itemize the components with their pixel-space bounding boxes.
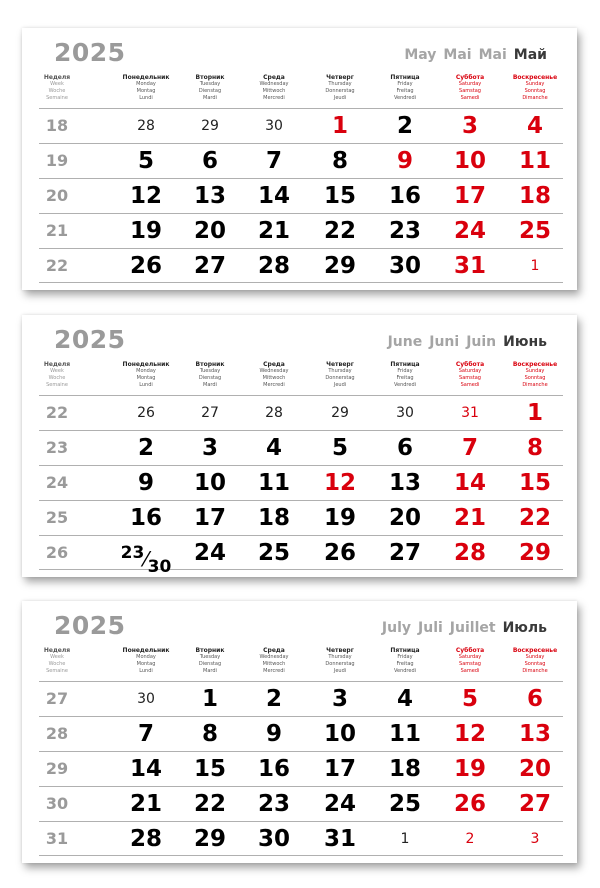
day-cell[interactable]: 9: [265, 721, 282, 747]
month-card-july: [22, 601, 577, 863]
weekday-name-ru: Среда: [263, 74, 285, 81]
weekday-name-ru: Воскресенье: [512, 647, 558, 654]
weekday-header: [500, 647, 570, 675]
day-cell[interactable]: 30: [265, 118, 283, 134]
day-cell[interactable]: 3: [530, 831, 540, 847]
day-cell[interactable]: 6: [201, 148, 218, 174]
weekday-name-ru: Четверг: [326, 74, 354, 81]
day-cell[interactable]: 10: [193, 470, 226, 496]
weekday-name-en: Wednesday: [259, 654, 289, 660]
weekday-name-de: Mittwoch: [262, 88, 286, 94]
day-cell[interactable]: 17: [453, 183, 486, 209]
weekday-name-ru: Понедельник: [122, 74, 170, 81]
day-cell[interactable]: 14: [257, 183, 290, 209]
weekday-name-en: Saturday: [458, 81, 482, 87]
weekday-name-ru: Суббота: [455, 74, 485, 81]
day-cell[interactable]: 22: [323, 218, 356, 244]
week-number: 25: [45, 508, 69, 527]
weekday-header-row: [39, 74, 563, 106]
week-number-header: [39, 74, 75, 102]
weekday-header: [370, 74, 440, 102]
month-name: May: [404, 47, 437, 63]
weekday-name-de: Dienstag: [198, 375, 222, 381]
weekday-name-ru: Четверг: [326, 647, 354, 654]
month-name: Май: [513, 47, 547, 63]
weekday-header-row: [39, 361, 563, 393]
day-cell[interactable]: 17: [323, 756, 356, 782]
day-cell[interactable]: 16: [129, 505, 162, 531]
day-cell[interactable]: 29: [201, 118, 219, 134]
weekday-name-en: Sunday: [525, 81, 545, 87]
week-number-header: [39, 361, 75, 389]
weekday-name-en: Friday: [397, 81, 413, 87]
weekday-name-ru: Понедельник: [122, 361, 170, 368]
weekday-name-en: Monday: [136, 81, 156, 87]
day-number: 23: [120, 543, 145, 563]
week-number: 24: [45, 473, 69, 492]
day-cell[interactable]: 28: [265, 405, 283, 421]
day-cell[interactable]: 30: [137, 691, 155, 707]
day-cell[interactable]: 19: [129, 218, 162, 244]
weekday-name-de: Donnerstag: [325, 375, 355, 381]
weekday-name-ru: Среда: [263, 647, 285, 654]
weekday-name-de: Montag: [136, 375, 156, 381]
weekday-name-de: Donnerstag: [325, 88, 355, 94]
weekday-header: [111, 647, 181, 675]
month-name: Juli: [418, 620, 443, 636]
weekday-header: [370, 647, 440, 675]
day-cell[interactable]: 29: [518, 540, 551, 566]
day-cell[interactable]: 1: [526, 400, 543, 426]
day-cell[interactable]: 24: [453, 218, 486, 244]
day-cell[interactable]: 11: [388, 721, 421, 747]
weekday-name-fr: Mardi: [203, 95, 217, 101]
weekday-name-de: Dienstag: [198, 661, 222, 667]
day-cell[interactable]: 12: [129, 183, 162, 209]
day-cell[interactable]: 7: [137, 721, 154, 747]
weekday-header: [111, 361, 181, 389]
weekday-name-en: Tuesday: [199, 368, 221, 374]
weekday-name-de: Mittwoch: [262, 661, 286, 667]
weekday-name-de: Montag: [136, 661, 156, 667]
weekday-name-fr: Dimanche: [522, 95, 548, 101]
week-number: 23: [45, 438, 69, 457]
day-cell[interactable]: 6: [526, 686, 543, 712]
week-row: [39, 786, 563, 821]
calendar-grid: [39, 681, 563, 856]
day-cell[interactable]: 13: [518, 721, 551, 747]
weekday-name-en: Thursday: [328, 654, 352, 660]
month-name: Июль: [502, 620, 547, 636]
week-number: 19: [45, 151, 69, 170]
weekday-name-en: Week: [50, 81, 64, 87]
weekday-name-de: Mittwoch: [262, 375, 286, 381]
weekday-name-en: Tuesday: [199, 654, 221, 660]
day-cell[interactable]: 20: [518, 756, 551, 782]
day-cell[interactable]: 22: [518, 505, 551, 531]
weekday-header: [500, 74, 570, 102]
weekday-name-fr: Dimanche: [522, 668, 548, 674]
weekday-name-en: Friday: [397, 368, 413, 374]
weekday-header: [175, 361, 245, 389]
day-cell[interactable]: 5: [137, 148, 154, 174]
day-cell[interactable]: 26: [323, 540, 356, 566]
day-cell[interactable]: 28: [453, 540, 486, 566]
weekday-header: [500, 361, 570, 389]
day-cell[interactable]: 25: [518, 218, 551, 244]
week-row: [39, 213, 563, 248]
weekday-name-fr: Lundi: [139, 95, 153, 101]
day-cell[interactable]: 30: [257, 826, 290, 852]
day-cell[interactable]: 10: [453, 148, 486, 174]
weekday-name-en: Sunday: [525, 368, 545, 374]
weekday-name-fr: Mardi: [203, 382, 217, 388]
month-name: June: [387, 334, 423, 350]
day-cell[interactable]: 30: [396, 405, 414, 421]
weekday-name-fr: Semaine: [46, 382, 68, 388]
weekday-name-de: Woche: [48, 88, 66, 94]
month-name: Mai: [478, 47, 507, 63]
day-cell[interactable]: 25: [388, 791, 421, 817]
week-number: 21: [45, 221, 69, 240]
day-cell[interactable]: 4: [526, 113, 543, 139]
weekday-name-fr: Lundi: [139, 668, 153, 674]
weekday-name-fr: Jeudi: [333, 668, 347, 674]
weekday-name-fr: Jeudi: [333, 95, 347, 101]
day-cell[interactable]: [111, 536, 181, 577]
day-cell[interactable]: 25: [257, 540, 290, 566]
day-cell[interactable]: 1: [331, 113, 348, 139]
day-cell[interactable]: 21: [453, 505, 486, 531]
day-cell[interactable]: 8: [526, 435, 543, 461]
week-number: 27: [45, 689, 69, 708]
week-row: [39, 535, 563, 577]
weekday-name-de: Donnerstag: [325, 661, 355, 667]
weekday-header: [435, 74, 505, 102]
weekday-name-fr: Lundi: [139, 382, 153, 388]
month-name: Июнь: [503, 334, 547, 350]
day-cell[interactable]: 27: [201, 405, 219, 421]
day-cell[interactable]: 3: [461, 113, 478, 139]
weekday-name-fr: Vendredi: [393, 668, 417, 674]
month-card-may: [22, 28, 577, 290]
week-number: 28: [45, 724, 69, 743]
week-row: [39, 716, 563, 751]
day-cell[interactable]: 23: [257, 791, 290, 817]
week-number: 30: [45, 794, 69, 813]
day-cell[interactable]: 1: [201, 686, 218, 712]
day-cell[interactable]: 18: [257, 505, 290, 531]
weekday-header: [111, 74, 181, 102]
weekday-header: [239, 361, 309, 389]
weekday-name-de: Samstag: [459, 375, 481, 381]
day-cell[interactable]: 14: [453, 470, 486, 496]
weekday-name-de: Montag: [136, 88, 156, 94]
day-cell[interactable]: 11: [257, 470, 290, 496]
weekday-name-ru: Неделя: [43, 361, 71, 368]
weekday-name-ru: Вторник: [195, 647, 225, 654]
weekday-name-fr: Samedi: [460, 95, 480, 101]
day-cell[interactable]: 27: [518, 791, 551, 817]
month-name: Juin: [466, 334, 497, 350]
fraction-slash: ⁄: [144, 547, 148, 571]
day-cell[interactable]: 31: [323, 826, 356, 852]
weekday-name-en: Saturday: [458, 368, 482, 374]
day-cell[interactable]: 18: [518, 183, 551, 209]
week-row: [39, 465, 563, 500]
day-cell[interactable]: 20: [193, 218, 226, 244]
weekday-name-de: Freitag: [396, 661, 414, 667]
day-cell[interactable]: 31: [453, 253, 486, 279]
month-name: Juillet: [449, 620, 496, 636]
day-cell[interactable]: 20: [388, 505, 421, 531]
weekday-name-fr: Vendredi: [393, 382, 417, 388]
weekday-header: [435, 647, 505, 675]
weekday-name-de: Woche: [48, 375, 66, 381]
day-cell[interactable]: 28: [129, 826, 162, 852]
week-number: 31: [45, 829, 69, 848]
week-row: [39, 248, 563, 283]
weekday-name-ru: Пятница: [390, 647, 420, 654]
week-row: [39, 430, 563, 465]
weekday-name-en: Tuesday: [199, 81, 221, 87]
month-names: [381, 334, 547, 350]
day-cell[interactable]: 2: [465, 831, 475, 847]
day-cell[interactable]: 1: [530, 258, 540, 274]
day-cell[interactable]: 9: [396, 148, 413, 174]
day-cell[interactable]: 16: [257, 756, 290, 782]
weekday-name-ru: Неделя: [43, 647, 71, 654]
day-cell[interactable]: 2: [396, 113, 413, 139]
day-cell[interactable]: 13: [193, 183, 226, 209]
weekday-name-fr: Semaine: [46, 668, 68, 674]
week-row: [39, 395, 563, 430]
weekday-name-de: Samstag: [459, 88, 481, 94]
day-cell[interactable]: 28: [257, 253, 290, 279]
week-number: 26: [45, 543, 69, 562]
weekday-name-ru: Понедельник: [122, 647, 170, 654]
day-cell[interactable]: 22: [193, 791, 226, 817]
day-cell[interactable]: 3: [331, 686, 348, 712]
month-names: [375, 620, 547, 636]
week-row: [39, 821, 563, 856]
weekday-name-fr: Mercredi: [263, 668, 285, 674]
calendar-grid: [39, 395, 563, 577]
day-cell[interactable]: 29: [323, 253, 356, 279]
day-cell[interactable]: 27: [388, 540, 421, 566]
day-cell[interactable]: 24: [193, 540, 226, 566]
weekday-name-fr: Mercredi: [263, 382, 285, 388]
week-row: [39, 108, 563, 143]
weekday-name-ru: Неделя: [43, 74, 71, 81]
weekday-name-de: Freitag: [396, 88, 414, 94]
weekday-name-de: Sonntag: [524, 88, 546, 94]
month-name: July: [381, 620, 412, 636]
day-cell[interactable]: 19: [453, 756, 486, 782]
day-cell[interactable]: 7: [265, 148, 282, 174]
weekday-name-ru: Воскресенье: [512, 74, 558, 81]
month-name: Juni: [429, 334, 460, 350]
weekday-name-de: Woche: [48, 661, 66, 667]
weekday-name-ru: Пятница: [390, 361, 420, 368]
weekday-name-en: Wednesday: [259, 368, 289, 374]
day-cell[interactable]: 12: [323, 470, 356, 496]
day-cell[interactable]: 30: [388, 253, 421, 279]
month-card-june: [22, 315, 577, 577]
day-cell[interactable]: 8: [201, 721, 218, 747]
day-cell[interactable]: 4: [396, 686, 413, 712]
weekday-name-de: Sonntag: [524, 375, 546, 381]
day-number: 30: [147, 557, 172, 577]
day-cell[interactable]: 24: [323, 791, 356, 817]
day-cell[interactable]: 12: [453, 721, 486, 747]
day-cell[interactable]: 19: [323, 505, 356, 531]
weekday-name-de: Dienstag: [198, 88, 222, 94]
day-cell[interactable]: 8: [331, 148, 348, 174]
day-cell[interactable]: 23: [388, 218, 421, 244]
weekday-name-ru: Четверг: [326, 361, 354, 368]
weekday-name-fr: Samedi: [460, 668, 480, 674]
week-number: 29: [45, 759, 69, 778]
week-number-header: [39, 647, 75, 675]
day-cell[interactable]: 16: [388, 183, 421, 209]
day-cell[interactable]: 11: [518, 148, 551, 174]
day-cell[interactable]: 1: [400, 831, 410, 847]
weekday-header-row: [39, 647, 563, 679]
day-cell[interactable]: 26: [453, 791, 486, 817]
day-cell[interactable]: 15: [193, 756, 226, 782]
day-cell[interactable]: 2: [137, 435, 154, 461]
calendar-grid: [39, 108, 563, 283]
week-number: 22: [45, 256, 69, 275]
weekday-name-fr: Vendredi: [393, 95, 417, 101]
year-label: 2025: [54, 611, 126, 640]
weekday-name-en: Thursday: [328, 368, 352, 374]
weekday-name-ru: Суббота: [455, 647, 485, 654]
weekday-name-en: Sunday: [525, 654, 545, 660]
day-cell[interactable]: 21: [129, 791, 162, 817]
week-row: [39, 143, 563, 178]
day-cell[interactable]: 26: [137, 405, 155, 421]
month-names: [397, 47, 547, 63]
day-cell[interactable]: 26: [129, 253, 162, 279]
weekday-name-de: Freitag: [396, 375, 414, 381]
year-label: 2025: [54, 38, 126, 67]
day-cell[interactable]: 6: [396, 435, 413, 461]
day-cell[interactable]: 29: [331, 405, 349, 421]
week-number: 22: [45, 403, 69, 422]
weekday-header: [175, 647, 245, 675]
day-cell[interactable]: 28: [137, 118, 155, 134]
day-cell[interactable]: 15: [323, 183, 356, 209]
weekday-header: [175, 74, 245, 102]
weekday-name-fr: Samedi: [460, 382, 480, 388]
weekday-name-ru: Среда: [263, 361, 285, 368]
day-cell[interactable]: 13: [388, 470, 421, 496]
day-cell[interactable]: 31: [461, 405, 479, 421]
day-cell[interactable]: 2: [265, 686, 282, 712]
weekday-name-en: Saturday: [458, 654, 482, 660]
week-number: 18: [45, 116, 69, 135]
weekday-name-ru: Воскресенье: [512, 361, 558, 368]
weekday-header: [239, 74, 309, 102]
day-cell[interactable]: 9: [137, 470, 154, 496]
year-label: 2025: [54, 325, 126, 354]
week-row: [39, 681, 563, 716]
day-cell[interactable]: 4: [265, 435, 282, 461]
weekday-name-de: Sonntag: [524, 661, 546, 667]
weekday-header: [435, 361, 505, 389]
weekday-name-fr: Jeudi: [333, 382, 347, 388]
day-cell[interactable]: 18: [388, 756, 421, 782]
week-number: 20: [45, 186, 69, 205]
day-cell[interactable]: 5: [461, 686, 478, 712]
week-row: [39, 500, 563, 535]
weekday-name-de: Samstag: [459, 661, 481, 667]
weekday-name-ru: Пятница: [390, 74, 420, 81]
day-cell[interactable]: 3: [201, 435, 218, 461]
weekday-header: [305, 361, 375, 389]
day-cell[interactable]: 7: [461, 435, 478, 461]
day-cell[interactable]: 5: [331, 435, 348, 461]
weekday-name-en: Monday: [136, 654, 156, 660]
week-row: [39, 751, 563, 786]
weekday-header: [305, 74, 375, 102]
weekday-name-fr: Mardi: [203, 668, 217, 674]
weekday-name-fr: Dimanche: [522, 382, 548, 388]
weekday-name-fr: Semaine: [46, 95, 68, 101]
weekday-header: [305, 647, 375, 675]
weekday-name-en: Week: [50, 654, 64, 660]
day-cell[interactable]: 15: [518, 470, 551, 496]
day-cell[interactable]: 27: [193, 253, 226, 279]
day-cell[interactable]: 21: [257, 218, 290, 244]
weekday-name-fr: Mercredi: [263, 95, 285, 101]
weekday-name-en: Week: [50, 368, 64, 374]
weekday-name-ru: Вторник: [195, 74, 225, 81]
day-cell[interactable]: 10: [323, 721, 356, 747]
weekday-name-en: Friday: [397, 654, 413, 660]
weekday-name-ru: Суббота: [455, 361, 485, 368]
day-cell[interactable]: 29: [193, 826, 226, 852]
month-name: Mai: [443, 47, 472, 63]
weekday-name-en: Monday: [136, 368, 156, 374]
weekday-name-en: Thursday: [328, 81, 352, 87]
weekday-name-ru: Вторник: [195, 361, 225, 368]
week-row: [39, 178, 563, 213]
weekday-header: [239, 647, 309, 675]
day-cell[interactable]: 14: [129, 756, 162, 782]
weekday-name-en: Wednesday: [259, 81, 289, 87]
day-cell[interactable]: 17: [193, 505, 226, 531]
weekday-header: [370, 361, 440, 389]
